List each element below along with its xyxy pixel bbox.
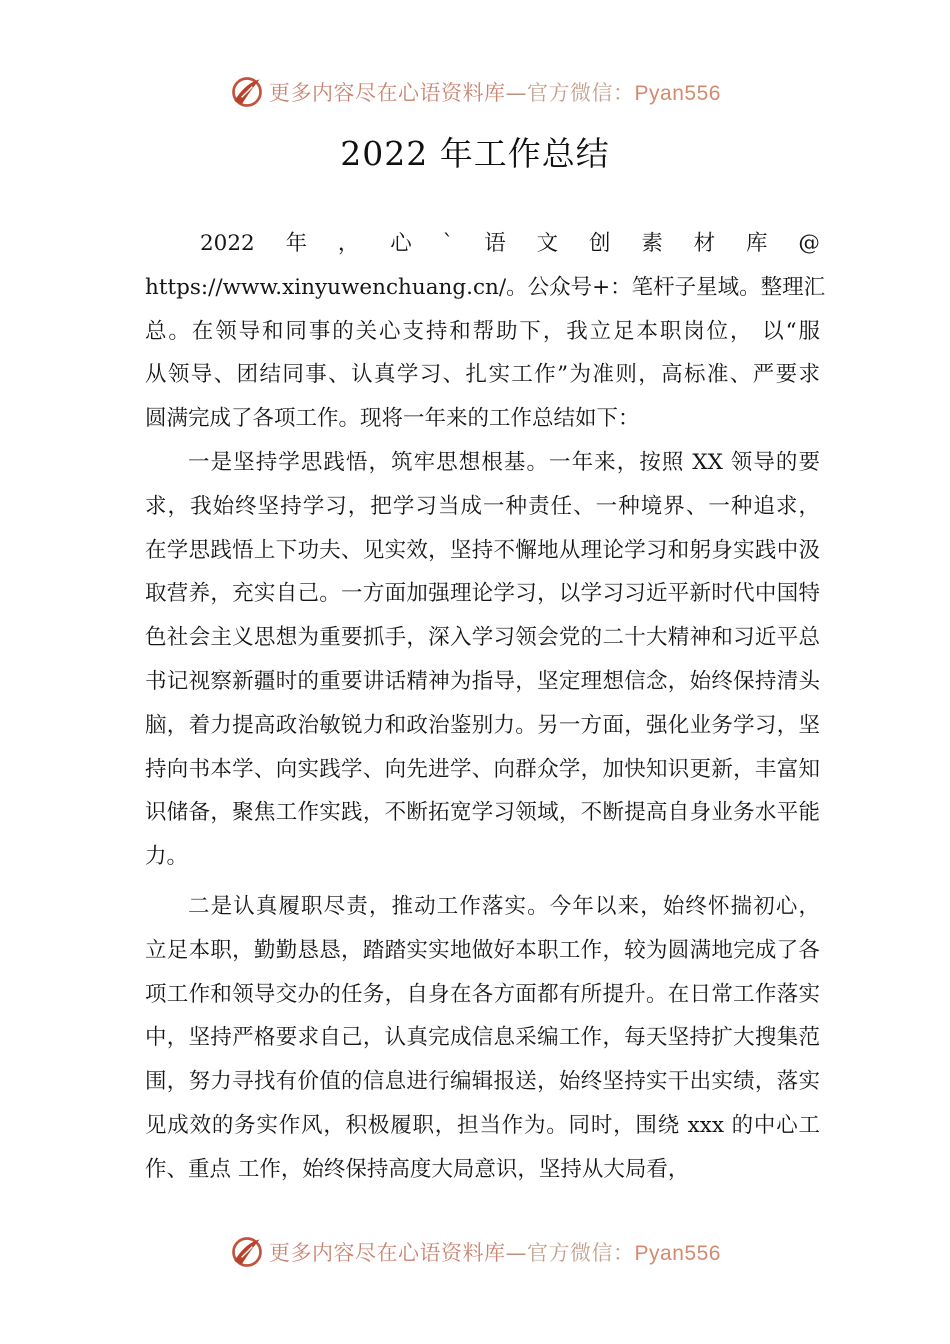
watermark-separator: — [505, 81, 528, 105]
paragraph [145, 266, 826, 441]
text-line: 书记视察新疆时的重要讲话精神为指导，坚定理想信念，始终保持清头 [145, 668, 820, 694]
text-line: 从领导、团结同事、认真学习、扎实工作”为准则，高标准、严要求 [145, 362, 820, 388]
text-line: 在学思践悟上下功夫、见实效，坚持不懈地从理论学习和躬身实践中汲 [145, 537, 820, 563]
text-line: 脑，着力提高政治敏锐力和政治鉴别力。另一方面，强化业务学习，坚 [145, 712, 820, 738]
text-line: 识储备，聚焦工作实践，不断拓宽学习领域，不断提高自身业务水平能 [145, 800, 820, 826]
header-watermark-banner [0, 70, 950, 114]
intro-token: 素 [641, 231, 663, 256]
intro-token: 库 [746, 231, 768, 256]
text-line: 圆满完成了各项工作。现将一年来的工作总结如下： [145, 406, 640, 432]
paragraph [145, 885, 820, 1192]
text-line: 中，坚持严格要求自己，认真完成信息采编工作，每天坚持扩大搜集范 [145, 1025, 820, 1051]
watermark-label: 官方微信： [527, 1241, 635, 1265]
intro-token: 2022 [200, 231, 255, 256]
intro-token: 年 [285, 231, 308, 256]
watermark-text [269, 77, 721, 107]
intro-token: @ [798, 231, 820, 256]
intro-token: 文 [536, 231, 559, 256]
text-line: 立足本职，勤勤恳恳，踏踏实实地做好本职工作，较为圆满地完成了各 [145, 937, 820, 963]
text-line: 求，我始终坚持学习，把学习当成一种责任、一种境界、一种追求， [145, 493, 820, 519]
intro-token: 语 [484, 231, 506, 256]
text-line: 作、重点 工作，始终保持高度大局意识，坚持从大局看， [145, 1156, 690, 1182]
pen-nib-logo-icon [229, 1234, 265, 1270]
footer-watermark-banner [0, 1230, 950, 1274]
text-line: 项工作和领导交办的任务，自身在各方面都有所提升。在日常工作落实 [145, 981, 820, 1007]
text-line: 围，努力寻找有价值的信息进行编辑报送，始终坚持实干出实绩，落实 [145, 1069, 820, 1095]
text-line: 二是认真履职尽责，推动工作落实。今年以来，始终怀揣初心， [188, 893, 820, 919]
text-line: 取营养，充实自己。一方面加强理论学习，以学习习近平新时代中国特 [145, 581, 820, 607]
watermark-text [269, 1237, 721, 1267]
text-line: 一是坚持学思践悟，筑牢思想根基。一年来，按照 XX 领导的要 [188, 449, 820, 475]
paragraph [145, 441, 820, 879]
document-body [145, 222, 826, 1192]
intro-token: 心 [390, 231, 412, 256]
watermark-label: 官方微信： [527, 81, 635, 105]
intro-token: 创 [588, 231, 611, 256]
watermark-prefix: 更多内容尽在心语资料库 [269, 1241, 506, 1265]
watermark-prefix: 更多内容尽在心语资料库 [269, 81, 506, 105]
intro-first-line [145, 222, 820, 266]
watermark-separator: — [505, 1241, 528, 1265]
watermark-account: Pyan556 [634, 1242, 721, 1265]
text-line: 总。在领导和同事的关心支持和帮助下，我立足本职岗位， 以“服 [145, 318, 820, 344]
text-line: 力。 [145, 844, 189, 870]
intro-token: ， [337, 231, 360, 256]
intro-token: 材 [693, 231, 716, 256]
paragraph-container [145, 266, 826, 1192]
text-line: 持向书本学、向实践学、向先进学、向群众学，加快知识更新，丰富知 [145, 756, 820, 782]
pen-nib-logo-icon [229, 74, 265, 110]
text-line: 见成效的务实作风，积极履职，担当作为。同时，围绕 xxx 的中心工 [145, 1112, 820, 1138]
text-line: 色社会主义思想为重要抓手，深入学习领会党的二十大精神和习近平总 [145, 625, 820, 651]
text-line: https://www.xinyuwenchuang.cn/。公众号+：笔杆子星域。整理汇 [145, 274, 826, 300]
document-title: 2022 年工作总结 [340, 134, 610, 173]
watermark-account: Pyan556 [634, 82, 721, 105]
intro-token: ` [442, 231, 454, 256]
